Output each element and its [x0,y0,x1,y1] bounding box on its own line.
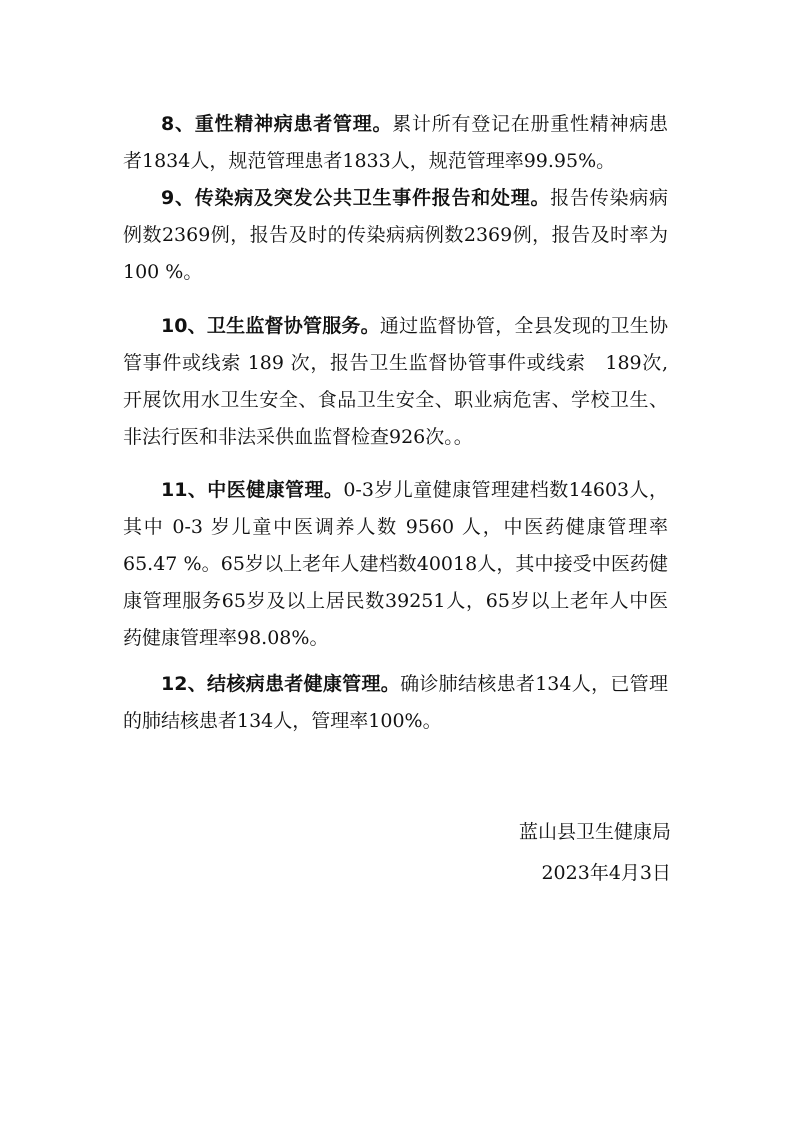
paragraph-heading: 11、中医健康管理。 [161,479,344,501]
paragraph-item-8 [123,106,668,180]
paragraph-heading: 8、重性精神病患者管理。 [161,113,393,135]
paragraph-heading: 12、结核病患者健康管理。 [161,673,401,695]
paragraph-body: 确诊肺结核患者134人，已管理的肺结核患者134人，管理率100%。 [123,673,668,732]
paragraph-heading: 9、传染病及突发公共卫生事件报告和处理。 [161,187,551,209]
paragraph-body: 报告传染病病例数2369例，报告及时的传染病病例数2369例，报告及时率为100 %。 [123,187,668,283]
paragraph-body: 0-3岁儿童健康管理建档数14603人，其中 0-3 岁儿童中医调养人数 9560 人，中医药健康管理率65.47 %。65岁以上老年人建档数40018人，其中接受中医药健康管理服务65岁及以上居民数39251人，65岁以上老年人中医药健康管理率98.08%。 [123,479,668,649]
paragraph-heading: 10、卫生监督协管服务。 [161,315,380,337]
signature-organization: 蓝山县卫生健康局 [518,821,671,843]
paragraph-body: 通过监督协管，全县发现的卫生协管事件或线索 189 次，报告卫生监督协管事件或线索 189次,开展饮用水卫生安全、食品卫生安全、职业病危害、学校卫生、非法行医和非法采供血监督检查926次。。 [123,315,668,448]
paragraph-item-10 [123,308,668,456]
signature-date: 2023年4月3日 [541,862,671,884]
paragraph-item-11 [123,472,668,657]
paragraph-item-12 [123,666,668,740]
paragraph-item-9 [123,180,668,291]
paragraph-body: 累计所有登记在册重性精神病患者1834人，规范管理患者1833人，规范管理率99.95%。 [123,113,668,172]
